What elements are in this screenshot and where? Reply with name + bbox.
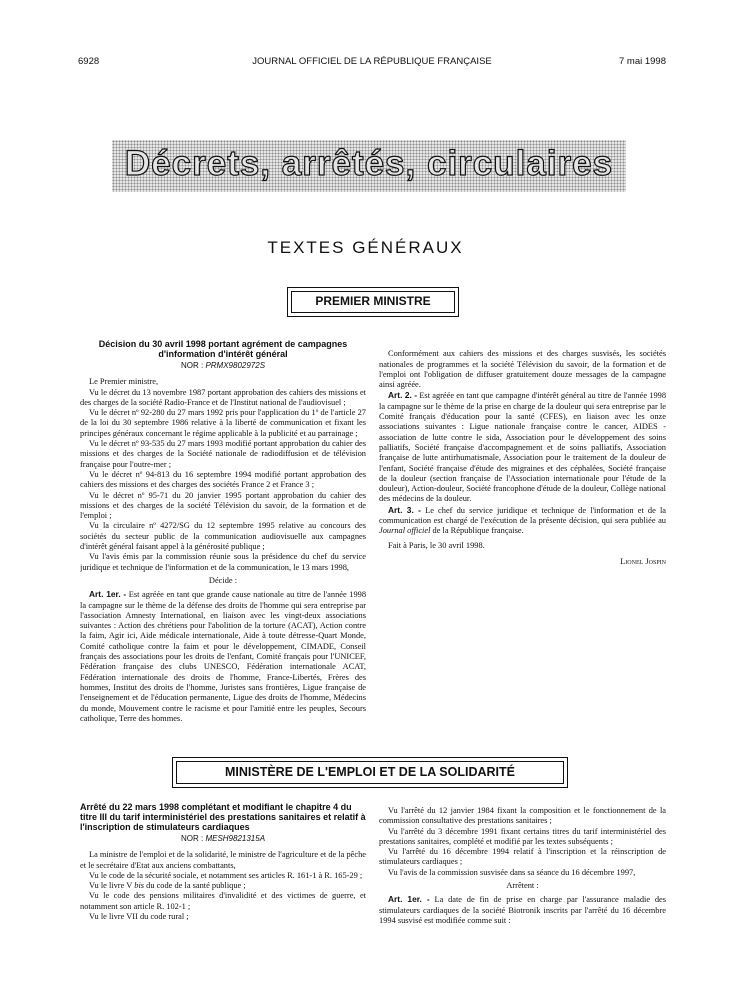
arrete-paragraph: Vu le code de la sécurité sociale, et notamment ses articles R. 161-1 à R. 165-29 ; — [89, 870, 363, 880]
arrete-paragraph: Vu l'avis de la commission susvisée dans sa séance du 16 décembre 1997, — [388, 867, 636, 877]
arrete-paragraph: Vu le livre VII du code rural ; — [89, 912, 189, 922]
banner-title: Décrets, arrêtés, circulaires — [124, 144, 614, 183]
arrete-nor: NOR : MESH9821315A — [180, 834, 266, 843]
signature: Lionel Jospin — [620, 556, 666, 566]
arrete-article-1-label: Art. 1er. - — [388, 894, 430, 905]
arrete-column-left — [80, 802, 366, 952]
decision-nor: NOR : PRMX9802972S — [180, 361, 266, 370]
section-title: TEXTES GÉNÉRAUX — [267, 238, 464, 257]
decision-paragraph: Vu l'avis émis par la commission réunie sous la présidence du chef du service juridique et technique de l'information et de la communication, le 13 mars 1998, — [80, 552, 366, 572]
article-3: Art. 3. - Le chef du service juridique et technique de l'information et de la communication est chargé de l'exécution de la présente décision, qui sera publiée au Journal officiel de la République française. — [379, 504, 666, 536]
decision-title: Décision du 30 avril 1998 portant agrément de campagnes d'information d'intérêt général — [98, 339, 348, 359]
arrete-article-1 — [379, 894, 666, 926]
arrete-paragraph: Vu l'arrêté du 12 janvier 1984 fixant la composition et le fonctionnement de la commission consultative des prestations sanitaires ; — [379, 806, 666, 826]
decision-nor-code: PRMX9802972S — [205, 361, 266, 370]
arrete-paragraph: Vu le code des pensions militaires d'invalidité et des victimes de guerre, et notamment son article R. 102-1 ; — [80, 891, 366, 911]
arrete-paragraph: La ministre de l'emploi et de la solidarité, le ministre de l'agriculture et de la pêche et le secrétaire d'Etat aux anciens combattants, — [80, 850, 366, 870]
page-number: 6928 — [78, 56, 100, 67]
arrete-paragraph: Vu l'arrêté du 16 décembre 1994 relatif à l'inscription et la réinscription de stimulateurs cardiaques ; — [379, 847, 666, 867]
article-1-label: Art. 1er. - — [89, 589, 127, 600]
ministry-box-emploi-solidarite: MINISTÈRE DE L'EMPLOI ET DE LA SOLIDARITÉ — [176, 761, 564, 784]
arrete-paragraph: Vu l'arrêté du 3 décembre 1991 fixant certains titres du tarif interministériel des prestations sanitaires, complété et modifié par les textes subséquents ; — [379, 826, 666, 846]
article-2-text: Est agréée en tant que campagne d'intérêt général au titre de l'année 1998 la campagne sur le thème de la prise en charge de la douleur qui sera entreprise par le Comité français d'éducation pour la santé (CFES), en liaison avec les onze associations suivantes : Ligue nationale française contre le cancer, AIDES - association de lutte contre le sida, Association pour le développement des soins palliatifs, Société française d'accompagnement et de soins palliatifs, Association française de lutte antirhumatismale, Association pour le traitement de la douleur de l'enfant, Société française d'étude des migraines et des céphalées, Société française de la douleur (section française de l'Association internationale pour l'étude de la douleur), Action-douleur, Société francophone d'étude de la douleur, Collège national des médecins de la douleur. — [379, 391, 666, 504]
decision-paragraph: Vu le décret nº 92-280 du 27 mars 1992 pris pour l'application du 1º de l'article 27 de la loi du 30 septembre 1986 relative à la liberté de communication et fixant les principes généraux concernant le régime applicable à la publicité et au parrainage ; — [80, 408, 366, 438]
arrete-paragraph: Vu le livre V bis du code de la santé publique ; — [89, 881, 246, 891]
conform-paragraph: Conformément aux cahiers des missions et des charges susvisés, les sociétés nationales de programmes et la société Télévision du savoir, de la formation et de l'emploi ont l'obligation de diffuser gratuitement douze messages de la campagne ainsi agréée. — [379, 349, 666, 390]
article-2-label: Art. 2. - — [388, 390, 418, 401]
arrete-column-right — [379, 806, 666, 952]
decision-paragraph: Vu le décret nº 95-71 du 20 janvier 1995 portant approbation du cahier des missions et des charges de la société Télévision du savoir, de la formation et de l'emploi ; — [80, 490, 366, 521]
decision-column-left — [80, 339, 366, 749]
issue-date: 7 mai 1998 — [618, 56, 666, 67]
journal-officiel-ref: Journal officiel — [379, 526, 431, 536]
decide-label: Décide : — [208, 575, 238, 585]
place-date: Fait à Paris, le 30 avril 1998. — [388, 540, 485, 550]
arrete-title: Arrêté du 22 mars 1998 complétant et modifiant le chapitre 4 du titre III du tarif interministériel des prestations sanitaires et relatif à l'inscription de stimulateurs cardiaques — [80, 802, 366, 832]
article-1-text: Est agréée en tant que grande cause nationale au titre de l'année 1998 la campagne sur le thème de la défense des droits de l'homme qui sera entreprise par l'association Amnesty International, en liaison avec les vingt-deux associations suivantes : Action des chrétiens pour l'abolition de la torture (ACAT), Action contre la faim, Agir ici, Aide médicale internationale, Aide à toute détresse-Quart Monde, Comité catholique contre la faim et pour le développement, CIMADE, Conseil français des associations pour les droits de l'enfant, Comité français pour l'UNICEF, Fédération française des clubs UNESCO, Fédération internationale ACAT, Fédération internationale des droits de l'homme, France-Libertés, Frères des hommes, Institut des droits de l'homme, Juristes sans frontières, Ligue française de l'enseignement et de l'éducation permanente, Ligue des droits de l'homme, Médecins du monde, Mouvement contre le racisme et pour l'amitié entre les peuples, Secours catholique, Terre des hommes. — [80, 590, 366, 723]
ministry-box-premier-ministre: PREMIER MINISTRE — [291, 291, 455, 313]
decision-paragraph: Vu le décret nº 93-535 du 27 mars 1993 modifié portant approbation du cahier des missions et des charges de la Société nationale de radiodiffusion et de télévision française pour l'outre-mer ; — [80, 439, 366, 469]
section-banner — [112, 140, 626, 192]
decision-paragraph: Le Premier ministre, — [89, 377, 159, 387]
decision-column-right — [379, 339, 666, 749]
article-2 — [379, 390, 666, 504]
article-1-continued — [379, 339, 666, 349]
arretent-label: Arrêtent : — [506, 881, 539, 891]
article-3-label: Art. 3. - — [388, 504, 421, 515]
article-1 — [80, 589, 366, 724]
journal-title: JOURNAL OFFICIEL DE LA RÉPUBLIQUE FRANÇAISE — [252, 56, 492, 67]
decision-paragraph: Vu la circulaire nº 4272/SG du 12 septembre 1995 relative au concours des sociétés du secteur public de la communication audiovisuelle aux campagnes d'intérêt général faisant appel à la générosité publique ; — [80, 521, 366, 552]
arrete-nor-code: MESH9821315A — [205, 834, 266, 843]
decision-paragraph: Vu le décret du 13 novembre 1987 portant approbation des cahiers des missions et des charges de la société Radio-France et de l'Institut national de l'audiovisuel ; — [80, 387, 366, 407]
decision-paragraph: Vu le décret nº 94-813 du 16 septembre 1994 modifié portant approbation des cahiers des missions et des charges des sociétés France 2 et France 3 ; — [80, 469, 366, 490]
arrete-article-1-text: La date de fin de prise en charge par l'assurance maladie des stimulateurs cardiaques de la société Biotronik inscrits par l'arrêté du 16 décembre 1994 susvisé est modifiée comme suit : — [379, 895, 666, 925]
page-header — [78, 56, 666, 70]
